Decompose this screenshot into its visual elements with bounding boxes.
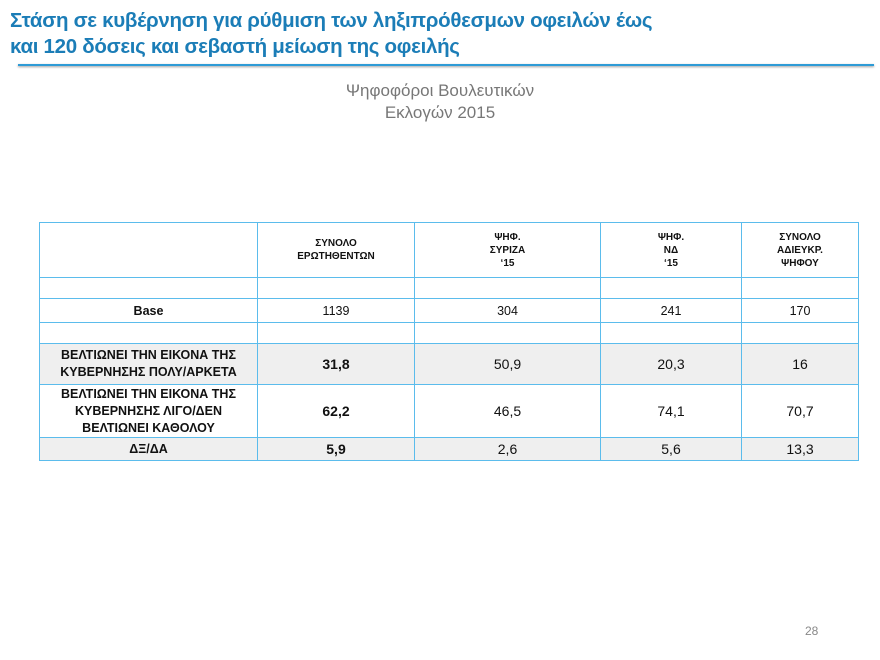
cell: 2,6 (415, 438, 601, 461)
results-table (39, 222, 859, 461)
header-empty (40, 223, 258, 278)
spacer-row (40, 278, 859, 299)
cell: 16 (742, 344, 859, 385)
base-row (40, 299, 859, 323)
cell: 70,7 (742, 385, 859, 438)
subtitle-line-2: Εκλογών 2015 (384, 103, 496, 122)
title-line-1: Στάση σε κυβέρνηση για ρύθμιση των ληξιπρόθεσμων οφειλών έως (10, 9, 653, 32)
table-row (40, 344, 859, 385)
cell: 1139 (258, 299, 415, 323)
cell: 74,1 (601, 385, 742, 438)
cell: 170 (742, 299, 859, 323)
cell: 241 (601, 299, 742, 323)
row-label: ΔΞ/ΔΑ (40, 438, 258, 461)
cell: 46,5 (415, 385, 601, 438)
subtitle (0, 80, 880, 124)
cell: 304 (415, 299, 601, 323)
cell: 20,3 (601, 344, 742, 385)
header-row (40, 223, 859, 278)
row-label: ΒΕΛΤΙΩΝΕΙ ΤΗΝ ΕΙΚΟΝΑ ΤΗΣ ΚΥΒΕΡΝΗΣΗΣ ΛΙΓΟ/ΔΕΝ ΒΕΛΤΙΩΝΕΙ ΚΑΘΟΛΟΥ (40, 385, 258, 438)
cell: 62,2 (258, 385, 415, 438)
cell: 5,6 (601, 438, 742, 461)
spacer-row (40, 323, 859, 344)
row-label: Base (40, 299, 258, 323)
slide-title (10, 8, 652, 60)
title-divider (18, 64, 874, 66)
title-line-2: και 120 δόσεις και σεβαστή μείωση της οφειλής (10, 35, 460, 58)
page-number: 28 (805, 624, 819, 638)
header-total: ΣΥΝΟΛΟ ΕΡΩΤΗΘΕΝΤΩΝ (258, 223, 415, 278)
header-syriza: ΨΗΦ. ΣΥΡΙΖΑ ‘15 (415, 223, 601, 278)
table-row (40, 385, 859, 438)
cell: 5,9 (258, 438, 415, 461)
header-undecided: ΣΥΝΟΛΟ ΑΔΙΕΥΚΡ. ΨΗΦΟΥ (742, 223, 859, 278)
header-nd: ΨΗΦ. ΝΔ ‘15 (601, 223, 742, 278)
subtitle-line-1: Ψηφοφόροι Βουλευτικών (345, 81, 535, 100)
cell: 50,9 (415, 344, 601, 385)
cell: 31,8 (258, 344, 415, 385)
cell: 13,3 (742, 438, 859, 461)
table-row (40, 438, 859, 461)
row-label: ΒΕΛΤΙΩΝΕΙ ΤΗΝ ΕΙΚΟΝΑ ΤΗΣ ΚΥΒΕΡΝΗΣΗΣ ΠΟΛΥ/ΑΡΚΕΤΑ (40, 344, 258, 385)
